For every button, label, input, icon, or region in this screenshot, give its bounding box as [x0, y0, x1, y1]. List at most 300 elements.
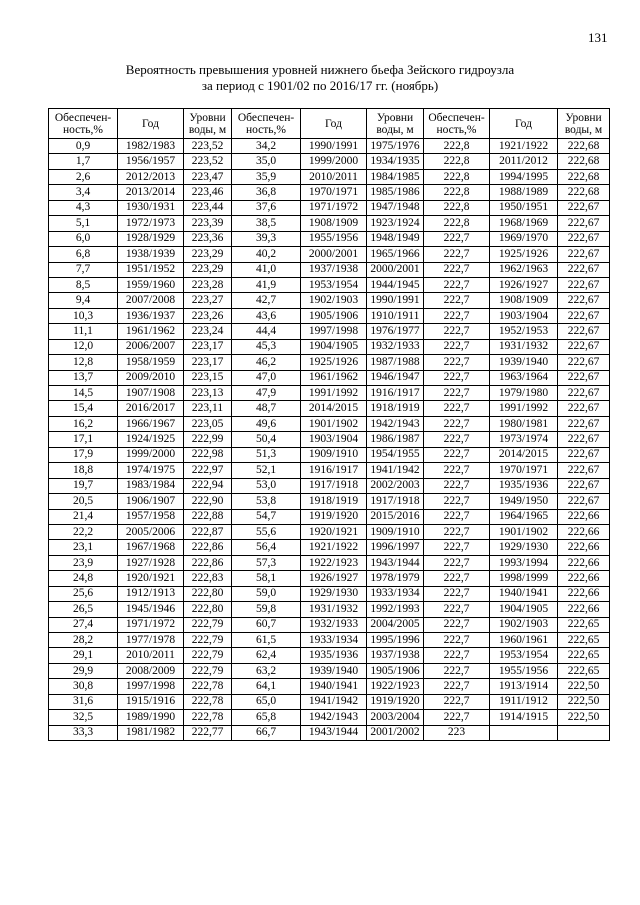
table-row: [49, 355, 610, 370]
cell-level-1: 223,27: [184, 293, 232, 308]
cell-level-1: 222,77: [184, 725, 232, 740]
cell-probability-2: 54,7: [232, 509, 301, 524]
cell-year-1: 2016/2017: [118, 401, 184, 416]
cell-level-1: 222,98: [184, 447, 232, 462]
cell-probability-2: 65,0: [232, 694, 301, 709]
table-row: [49, 571, 610, 586]
cell-year-3: 1988/1989: [490, 185, 558, 200]
cell-probability-1: 20,5: [49, 494, 118, 509]
cell-year-3: 1968/1969: [490, 216, 558, 231]
cell-probability-3: 222,8: [424, 169, 490, 184]
cell-probability-1: 13,7: [49, 370, 118, 385]
cell-level-3: 222,67: [558, 262, 610, 277]
cell-level-2: 1944/1945: [367, 277, 424, 292]
table-row: [49, 293, 610, 308]
cell-probability-2: 44,4: [232, 324, 301, 339]
cell-year-2: 1909/1910: [301, 447, 367, 462]
table-row: [49, 494, 610, 509]
cell-probability-3: 222,7: [424, 540, 490, 555]
cell-probability-2: 51,3: [232, 447, 301, 462]
cell-probability-3: 222,7: [424, 432, 490, 447]
cell-probability-2: 53,8: [232, 494, 301, 509]
cell-year-1: 1958/1959: [118, 355, 184, 370]
cell-level-1: 223,29: [184, 247, 232, 262]
cell-year-1: 1906/1907: [118, 494, 184, 509]
cell-level-2: 1947/1948: [367, 200, 424, 215]
cell-probability-3: 222,8: [424, 185, 490, 200]
cell-level-1: 223,17: [184, 355, 232, 370]
cell-year-1: 1982/1983: [118, 139, 184, 154]
cell-probability-1: 11,1: [49, 324, 118, 339]
cell-year-1: 1956/1957: [118, 154, 184, 169]
cell-year-1: 1967/1968: [118, 540, 184, 555]
cell-year-1: 1938/1939: [118, 247, 184, 262]
cell-probability-1: 29,9: [49, 663, 118, 678]
table-row: [49, 540, 610, 555]
cell-year-3: 1911/1912: [490, 694, 558, 709]
table-row: [49, 386, 610, 401]
document-title: [0, 62, 640, 94]
cell-level-2: 1933/1934: [367, 586, 424, 601]
cell-year-2: 1926/1927: [301, 571, 367, 586]
table-row: [49, 648, 610, 663]
cell-probability-2: 43,6: [232, 308, 301, 323]
cell-probability-3: 222,7: [424, 633, 490, 648]
cell-year-1: 1920/1921: [118, 571, 184, 586]
table-row: [49, 633, 610, 648]
cell-probability-2: 64,1: [232, 679, 301, 694]
cell-probability-1: 15,4: [49, 401, 118, 416]
cell-probability-3: 222,7: [424, 293, 490, 308]
cell-probability-3: 222,7: [424, 586, 490, 601]
cell-year-2: 2010/2011: [301, 169, 367, 184]
cell-level-2: 1965/1966: [367, 247, 424, 262]
cell-year-1: 1971/1972: [118, 617, 184, 632]
cell-probability-3: 222,7: [424, 447, 490, 462]
table-row: [49, 185, 610, 200]
table-row: [49, 139, 610, 154]
cell-probability-3: 222,8: [424, 216, 490, 231]
cell-year-1: 1961/1962: [118, 324, 184, 339]
cell-probability-1: 1,7: [49, 154, 118, 169]
cell-year-1: 1928/1929: [118, 231, 184, 246]
cell-probability-2: 37,6: [232, 200, 301, 215]
table-header-row: [49, 109, 610, 139]
cell-probability-3: 222,7: [424, 339, 490, 354]
table-row: [49, 447, 610, 462]
cell-probability-1: 18,8: [49, 463, 118, 478]
cell-level-2: 1948/1949: [367, 231, 424, 246]
cell-year-1: 1977/1978: [118, 633, 184, 648]
cell-level-1: 222,79: [184, 617, 232, 632]
header-level-1: Уровни воды, м: [184, 109, 232, 139]
cell-probability-1: 29,1: [49, 648, 118, 663]
cell-probability-1: 28,2: [49, 633, 118, 648]
cell-year-2: 1933/1934: [301, 633, 367, 648]
cell-probability-3: 222,8: [424, 139, 490, 154]
cell-level-3: 222,65: [558, 633, 610, 648]
table-row: [49, 617, 610, 632]
cell-level-1: 223,24: [184, 324, 232, 339]
cell-probability-2: 35,0: [232, 154, 301, 169]
cell-year-2: 1955/1956: [301, 231, 367, 246]
cell-probability-3: 222,7: [424, 694, 490, 709]
cell-level-2: 1985/1986: [367, 185, 424, 200]
cell-probability-1: 30,8: [49, 679, 118, 694]
cell-level-1: 222,80: [184, 602, 232, 617]
cell-level-3: 222,67: [558, 339, 610, 354]
cell-year-3: 2014/2015: [490, 447, 558, 462]
cell-probability-1: 22,2: [49, 524, 118, 539]
cell-year-3: 1908/1909: [490, 293, 558, 308]
cell-year-2: 1961/1962: [301, 370, 367, 385]
cell-level-3: 222,67: [558, 432, 610, 447]
cell-year-2: 1901/1902: [301, 416, 367, 431]
cell-year-3: 1980/1981: [490, 416, 558, 431]
cell-probability-1: 12,0: [49, 339, 118, 354]
cell-probability-2: 57,3: [232, 555, 301, 570]
cell-year-3: 1913/1914: [490, 679, 558, 694]
cell-probability-2: 45,3: [232, 339, 301, 354]
cell-level-2: 1975/1976: [367, 139, 424, 154]
cell-level-3: 222,66: [558, 586, 610, 601]
title-line-1: Вероятность превышения уровней нижнего бьефа Зейского гидроузла: [125, 62, 515, 77]
cell-year-3: 1952/1953: [490, 324, 558, 339]
header-probability-3: Обеспечен-ность,%: [424, 109, 490, 139]
cell-level-2: 1942/1943: [367, 416, 424, 431]
header-level-2: Уровни воды, м: [367, 109, 424, 139]
cell-year-3: 1931/1932: [490, 339, 558, 354]
cell-level-3: 222,65: [558, 663, 610, 678]
cell-probability-3: 222,7: [424, 509, 490, 524]
cell-level-1: 223,52: [184, 154, 232, 169]
cell-probability-2: 49,6: [232, 416, 301, 431]
cell-probability-1: 17,9: [49, 447, 118, 462]
header-level-3: Уровни воды, м: [558, 109, 610, 139]
cell-level-2: 1919/1920: [367, 694, 424, 709]
cell-year-1: 2008/2009: [118, 663, 184, 678]
cell-probability-3: 222,7: [424, 602, 490, 617]
cell-level-2: 1923/1924: [367, 216, 424, 231]
cell-year-2: 1990/1991: [301, 139, 367, 154]
cell-probability-3: 222,7: [424, 710, 490, 725]
cell-year-2: 1939/1940: [301, 663, 367, 678]
cell-probability-1: 4,3: [49, 200, 118, 215]
cell-probability-1: 24,8: [49, 571, 118, 586]
cell-year-3: 1969/1970: [490, 231, 558, 246]
cell-level-3: 222,67: [558, 200, 610, 215]
cell-level-1: 223,05: [184, 416, 232, 431]
cell-probability-2: 46,2: [232, 355, 301, 370]
cell-level-2: 1987/1988: [367, 355, 424, 370]
cell-probability-1: 32,5: [49, 710, 118, 725]
table-row: [49, 586, 610, 601]
cell-year-1: 1924/1925: [118, 432, 184, 447]
cell-year-2: 1940/1941: [301, 679, 367, 694]
cell-year-2: 1929/1930: [301, 586, 367, 601]
table-row: [49, 463, 610, 478]
cell-year-3: 1902/1903: [490, 617, 558, 632]
cell-year-1: 1930/1931: [118, 200, 184, 215]
cell-year-2: 1991/1992: [301, 386, 367, 401]
cell-year-1: 1974/1975: [118, 463, 184, 478]
cell-level-1: 222,78: [184, 710, 232, 725]
cell-year-3: 1921/1922: [490, 139, 558, 154]
table-row: [49, 401, 610, 416]
cell-year-3: 1953/1954: [490, 648, 558, 663]
header-year-2: Год: [301, 109, 367, 139]
cell-probability-1: 8,5: [49, 277, 118, 292]
table-row: [49, 663, 610, 678]
cell-probability-3: 222,7: [424, 494, 490, 509]
cell-level-2: 1992/1993: [367, 602, 424, 617]
page-number: 131: [588, 30, 608, 45]
cell-year-3: 1949/1950: [490, 494, 558, 509]
cell-probability-2: 41,9: [232, 277, 301, 292]
table-row: [49, 710, 610, 725]
cell-level-3: 222,67: [558, 277, 610, 292]
cell-level-2: 1978/1979: [367, 571, 424, 586]
cell-probability-1: 2,6: [49, 169, 118, 184]
cell-probability-2: 47,9: [232, 386, 301, 401]
cell-level-3: 222,67: [558, 308, 610, 323]
cell-level-2: 1916/1917: [367, 386, 424, 401]
cell-level-2: 1946/1947: [367, 370, 424, 385]
cell-level-3: 222,68: [558, 185, 610, 200]
table-row: [49, 524, 610, 539]
cell-year-3: 1994/1995: [490, 169, 558, 184]
table-row: [49, 339, 610, 354]
table-row: [49, 370, 610, 385]
cell-level-3: 222,66: [558, 540, 610, 555]
cell-year-1: 1927/1928: [118, 555, 184, 570]
cell-probability-2: 60,7: [232, 617, 301, 632]
cell-year-2: 1999/2000: [301, 154, 367, 169]
cell-level-3: 222,50: [558, 679, 610, 694]
cell-year-1: 1945/1946: [118, 602, 184, 617]
cell-year-2: 1902/1903: [301, 293, 367, 308]
table-row: [49, 324, 610, 339]
cell-probability-3: 222,7: [424, 401, 490, 416]
cell-probability-3: 222,7: [424, 555, 490, 570]
cell-year-2: 1918/1919: [301, 494, 367, 509]
cell-probability-1: 33,3: [49, 725, 118, 740]
cell-year-3: 1991/1992: [490, 401, 558, 416]
cell-probability-3: 222,7: [424, 386, 490, 401]
cell-level-1: 222,87: [184, 524, 232, 539]
cell-probability-3: 222,7: [424, 679, 490, 694]
cell-year-3: 2011/2012: [490, 154, 558, 169]
cell-level-3: 222,67: [558, 247, 610, 262]
cell-probability-1: 26,5: [49, 602, 118, 617]
cell-level-1: 222,90: [184, 494, 232, 509]
header-year-3: Год: [490, 109, 558, 139]
cell-level-2: 2001/2002: [367, 725, 424, 740]
cell-level-2: 1917/1918: [367, 494, 424, 509]
cell-year-1: 2009/2010: [118, 370, 184, 385]
cell-level-1: 223,28: [184, 277, 232, 292]
cell-level-1: 223,44: [184, 200, 232, 215]
cell-year-3: 1935/1936: [490, 478, 558, 493]
table-row: [49, 478, 610, 493]
cell-year-2: 1931/1932: [301, 602, 367, 617]
cell-level-3: 222,67: [558, 231, 610, 246]
cell-level-2: 1909/1910: [367, 524, 424, 539]
cell-probability-2: 42,7: [232, 293, 301, 308]
table-body: [49, 139, 610, 741]
cell-probability-1: 23,1: [49, 540, 118, 555]
cell-probability-1: 6,0: [49, 231, 118, 246]
cell-probability-1: 27,4: [49, 617, 118, 632]
cell-level-2: 1995/1996: [367, 633, 424, 648]
cell-probability-2: 62,4: [232, 648, 301, 663]
cell-year-3: 1962/1963: [490, 262, 558, 277]
cell-probability-3: 222,7: [424, 308, 490, 323]
cell-year-2: 2014/2015: [301, 401, 367, 416]
cell-level-1: 223,13: [184, 386, 232, 401]
cell-year-3: 1955/1956: [490, 663, 558, 678]
cell-probability-3: 222,7: [424, 463, 490, 478]
cell-level-1: 223,52: [184, 139, 232, 154]
cell-year-2: 1932/1933: [301, 617, 367, 632]
cell-year-3: 1964/1965: [490, 509, 558, 524]
cell-year-2: 1925/1926: [301, 355, 367, 370]
cell-year-2: 1970/1971: [301, 185, 367, 200]
cell-year-1: 1912/1913: [118, 586, 184, 601]
header-year-1: Год: [118, 109, 184, 139]
cell-level-3: 222,67: [558, 216, 610, 231]
cell-level-3: 222,67: [558, 416, 610, 431]
cell-probability-3: 222,7: [424, 355, 490, 370]
cell-probability-1: 5,1: [49, 216, 118, 231]
cell-level-1: 222,79: [184, 663, 232, 678]
cell-level-1: 223,47: [184, 169, 232, 184]
cell-level-3: 222,65: [558, 617, 610, 632]
cell-probability-3: 222,7: [424, 277, 490, 292]
title-line-2: за период с 1901/02 по 2016/17 гг. (ноябрь): [201, 78, 439, 93]
cell-year-2: 2000/2001: [301, 247, 367, 262]
cell-level-1: 223,29: [184, 262, 232, 277]
cell-year-3: 1979/1980: [490, 386, 558, 401]
cell-level-1: 223,46: [184, 185, 232, 200]
table-row: [49, 602, 610, 617]
cell-probability-2: 58,1: [232, 571, 301, 586]
cell-year-3: 1903/1904: [490, 308, 558, 323]
cell-probability-2: 36,8: [232, 185, 301, 200]
cell-level-1: 222,78: [184, 679, 232, 694]
cell-probability-1: 0,9: [49, 139, 118, 154]
cell-level-2: 1910/1911: [367, 308, 424, 323]
cell-level-3: 222,67: [558, 401, 610, 416]
cell-year-3: 1998/1999: [490, 571, 558, 586]
cell-year-3: 1970/1971: [490, 463, 558, 478]
cell-probability-1: 21,4: [49, 509, 118, 524]
cell-year-1: 1983/1984: [118, 478, 184, 493]
cell-level-1: 222,78: [184, 694, 232, 709]
cell-level-3: 222,67: [558, 447, 610, 462]
cell-level-1: 222,80: [184, 586, 232, 601]
cell-level-3: 222,68: [558, 169, 610, 184]
cell-level-2: 1996/1997: [367, 540, 424, 555]
cell-level-2: 1905/1906: [367, 663, 424, 678]
cell-year-2: 1903/1904: [301, 432, 367, 447]
cell-level-2: 1943/1944: [367, 555, 424, 570]
cell-year-1: 1989/1990: [118, 710, 184, 725]
cell-level-3: [558, 725, 610, 740]
cell-probability-2: 34,2: [232, 139, 301, 154]
cell-level-3: 222,66: [558, 509, 610, 524]
cell-year-2: 1997/1998: [301, 324, 367, 339]
cell-level-3: 222,67: [558, 478, 610, 493]
cell-year-2: 1942/1943: [301, 710, 367, 725]
header-probability-2: Обеспечен-ность,%: [232, 109, 301, 139]
cell-level-2: 2003/2004: [367, 710, 424, 725]
cell-level-2: 1937/1938: [367, 648, 424, 663]
cell-year-3: 1929/1930: [490, 540, 558, 555]
cell-probability-2: 66,7: [232, 725, 301, 740]
cell-level-2: 1984/1985: [367, 169, 424, 184]
cell-year-1: 2007/2008: [118, 293, 184, 308]
cell-year-2: 1916/1917: [301, 463, 367, 478]
cell-level-2: 1986/1987: [367, 432, 424, 447]
table-row: [49, 694, 610, 709]
table-row: [49, 416, 610, 431]
cell-level-3: 222,67: [558, 370, 610, 385]
cell-probability-3: 222,7: [424, 231, 490, 246]
table-row: [49, 509, 610, 524]
cell-probability-2: 50,4: [232, 432, 301, 447]
cell-probability-2: 35,9: [232, 169, 301, 184]
table-row: [49, 432, 610, 447]
cell-level-1: 222,86: [184, 540, 232, 555]
cell-probability-2: 38,5: [232, 216, 301, 231]
cell-year-2: 1971/1972: [301, 200, 367, 215]
cell-probability-2: 59,8: [232, 602, 301, 617]
cell-year-3: 1904/1905: [490, 602, 558, 617]
cell-probability-1: 9,4: [49, 293, 118, 308]
table-row: [49, 231, 610, 246]
cell-probability-1: 31,6: [49, 694, 118, 709]
table-row: [49, 200, 610, 215]
cell-year-1: 2013/2014: [118, 185, 184, 200]
table-row: [49, 169, 610, 184]
cell-probability-3: 222,7: [424, 262, 490, 277]
table-row: [49, 277, 610, 292]
cell-year-1: 2010/2011: [118, 648, 184, 663]
cell-level-2: 1932/1933: [367, 339, 424, 354]
cell-probability-3: 222,7: [424, 478, 490, 493]
cell-level-3: 222,67: [558, 494, 610, 509]
cell-year-2: 1920/1921: [301, 524, 367, 539]
cell-year-2: 1908/1909: [301, 216, 367, 231]
cell-level-1: 223,17: [184, 339, 232, 354]
cell-probability-2: 56,4: [232, 540, 301, 555]
table-row: [49, 216, 610, 231]
cell-year-2: 1917/1918: [301, 478, 367, 493]
cell-year-1: 1936/1937: [118, 308, 184, 323]
table-row: [49, 679, 610, 694]
cell-level-1: 222,86: [184, 555, 232, 570]
cell-level-2: 2000/2001: [367, 262, 424, 277]
cell-level-2: 2004/2005: [367, 617, 424, 632]
cell-year-1: 1907/1908: [118, 386, 184, 401]
cell-year-1: 1959/1960: [118, 277, 184, 292]
cell-level-1: 222,79: [184, 633, 232, 648]
cell-level-3: 222,67: [558, 293, 610, 308]
cell-level-3: 222,67: [558, 324, 610, 339]
cell-level-1: 223,26: [184, 308, 232, 323]
cell-probability-2: 52,1: [232, 463, 301, 478]
